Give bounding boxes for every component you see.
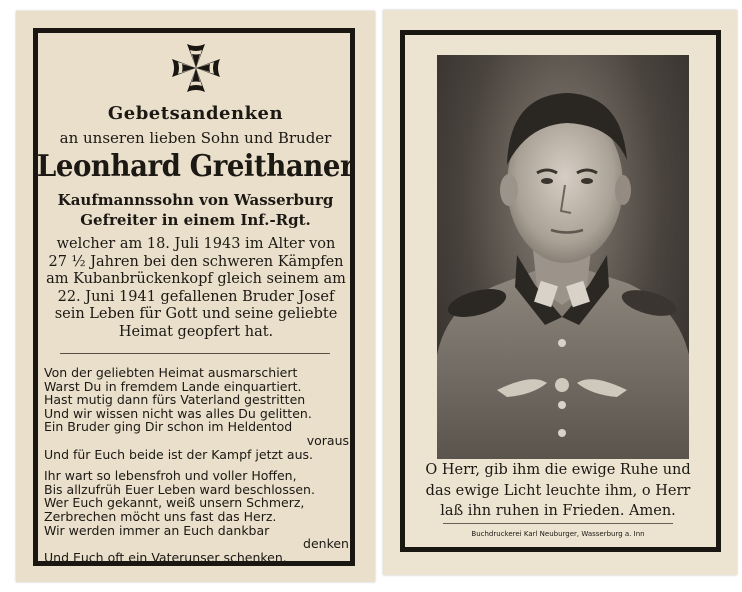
obituary-line: welcher am 18. Juli 1943 im Alter von bbox=[56, 236, 336, 252]
obituary-line: am Kubanbrückenkopf gleich seinem am bbox=[46, 271, 346, 287]
prayer-line: O Herr, gib ihm die ewige Ruhe und bbox=[425, 462, 691, 478]
prayer-line: laß ihn ruhen in Frieden. Amen. bbox=[440, 503, 676, 519]
prayer-text bbox=[403, 460, 713, 522]
card-title: Gebetsandenken bbox=[107, 103, 284, 124]
deceased-name: Leonhard Greithaner bbox=[36, 149, 355, 184]
divider-rule bbox=[443, 523, 673, 524]
poem-line: Und für Euch beide ist der Kampf jetzt aus. bbox=[44, 446, 313, 462]
poem-line: Ein Bruder ging Dir schon im Heldentod bbox=[44, 419, 293, 435]
occupation-line: Kaufmannssohn von Wasserburg bbox=[57, 191, 334, 209]
rank-line: Gefreiter in einem Inf.-Rgt. bbox=[80, 211, 311, 229]
poem-line: denken bbox=[303, 536, 349, 552]
poem-line: Hast mutig dann fürs Vaterland gestritten bbox=[44, 392, 306, 408]
obituary-text bbox=[46, 236, 346, 341]
printer-imprint: Buchdruckerei Karl Neuburger, Wasserburg a. Inn bbox=[471, 530, 645, 538]
poem-line: Ihr wart so lebensfroh und voller Hoffen, bbox=[44, 468, 297, 484]
poem-line: Zerbrechen möcht uns fast das Herz. bbox=[44, 508, 277, 524]
prayer-line: das ewige Licht leuchte ihm, o Herr bbox=[425, 482, 691, 499]
poem-line: Von der geliebten Heimat ausmarschiert bbox=[44, 365, 298, 380]
dedication-line: an unseren lieben Sohn und Bruder bbox=[59, 129, 332, 147]
obituary-line: Heimat geopfert hat. bbox=[118, 323, 274, 340]
poem-line: Und wir wissen nicht was alles Du gelitten. bbox=[44, 405, 312, 421]
obituary-line: 22. Juni 1941 gefallenen Bruder Josef bbox=[57, 288, 335, 305]
obituary-line: 27 ½ Jahren bei den schweren Kämpfen bbox=[48, 253, 344, 270]
poem-line: Warst Du in fremdem Lande einquartiert. bbox=[44, 378, 302, 394]
poem-line: Bis allzufrüh Euer Leben ward beschlossen. bbox=[44, 481, 315, 497]
obituary-line: sein Leben für Gott und seine geliebte bbox=[54, 306, 338, 322]
memorial-poem bbox=[44, 366, 349, 564]
iron-cross-icon bbox=[169, 41, 223, 95]
portrait-illustration bbox=[437, 55, 689, 459]
poem-line: Und Euch oft ein Vaterunser schenken. bbox=[44, 549, 287, 565]
memorial-card-photo bbox=[383, 10, 737, 575]
memorial-card-text bbox=[16, 11, 375, 582]
poem-line: voraus bbox=[306, 432, 349, 448]
divider-rule bbox=[60, 353, 330, 354]
poem-line: Wer Euch gekannt, weiß unsern Schmerz, bbox=[44, 495, 305, 511]
soldier-portrait bbox=[437, 55, 689, 459]
poem-line: Wir werden immer an Euch dankbar bbox=[44, 522, 270, 538]
